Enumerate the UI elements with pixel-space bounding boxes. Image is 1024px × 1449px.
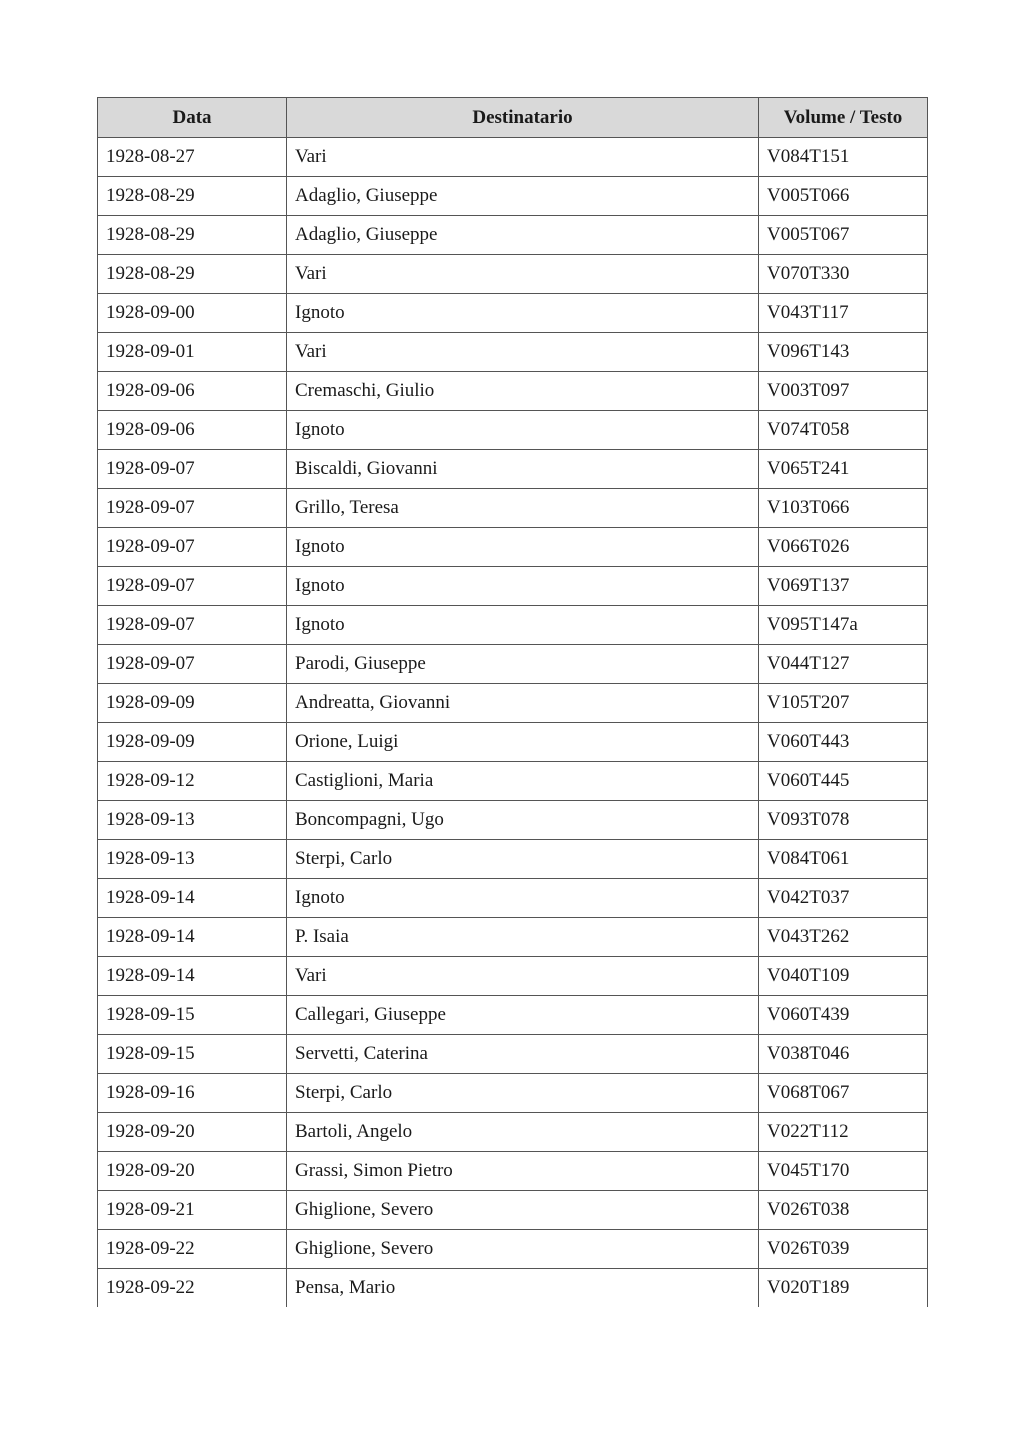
table-row <box>98 879 928 918</box>
cell-volume-text: V005T067 <box>759 216 928 255</box>
cell-recipient: Grassi, Simon Pietro <box>287 1152 759 1191</box>
cell-volume-text: V093T078 <box>759 801 928 840</box>
header-volume-text: Volume / Testo <box>759 98 928 138</box>
cell-volume-text: V038T046 <box>759 1035 928 1074</box>
table-row <box>98 723 928 762</box>
table-row <box>98 1113 928 1152</box>
cell-date: 1928-09-07 <box>98 645 287 684</box>
cell-recipient: Grillo, Teresa <box>287 489 759 528</box>
cell-volume-text: V022T112 <box>759 1113 928 1152</box>
cell-volume-text: V005T066 <box>759 177 928 216</box>
table-row <box>98 333 928 372</box>
letters-table-container <box>97 97 927 1307</box>
cell-recipient: Castiglioni, Maria <box>287 762 759 801</box>
cell-date: 1928-09-22 <box>98 1269 287 1308</box>
table-row <box>98 1230 928 1269</box>
cell-date: 1928-08-29 <box>98 216 287 255</box>
cell-date: 1928-09-06 <box>98 372 287 411</box>
cell-date: 1928-09-07 <box>98 450 287 489</box>
cell-volume-text: V060T443 <box>759 723 928 762</box>
cell-recipient: Vari <box>287 957 759 996</box>
cell-date: 1928-08-29 <box>98 255 287 294</box>
cell-date: 1928-09-20 <box>98 1152 287 1191</box>
table-row <box>98 645 928 684</box>
cell-recipient: Callegari, Giuseppe <box>287 996 759 1035</box>
table-row <box>98 489 928 528</box>
cell-recipient: Adaglio, Giuseppe <box>287 216 759 255</box>
table-row <box>98 957 928 996</box>
table-row <box>98 567 928 606</box>
cell-recipient: Pensa, Mario <box>287 1269 759 1308</box>
cell-date: 1928-09-07 <box>98 567 287 606</box>
cell-recipient: Servetti, Caterina <box>287 1035 759 1074</box>
cell-recipient: Vari <box>287 138 759 177</box>
cell-recipient: Boncompagni, Ugo <box>287 801 759 840</box>
cell-volume-text: V020T189 <box>759 1269 928 1308</box>
cell-recipient: Parodi, Giuseppe <box>287 645 759 684</box>
cell-volume-text: V043T262 <box>759 918 928 957</box>
cell-recipient: Ghiglione, Severo <box>287 1191 759 1230</box>
cell-volume-text: V070T330 <box>759 255 928 294</box>
cell-date: 1928-09-20 <box>98 1113 287 1152</box>
table-row <box>98 684 928 723</box>
table-row <box>98 1152 928 1191</box>
cell-recipient: Bartoli, Angelo <box>287 1113 759 1152</box>
cell-volume-text: V074T058 <box>759 411 928 450</box>
cell-date: 1928-09-14 <box>98 879 287 918</box>
cell-volume-text: V105T207 <box>759 684 928 723</box>
cell-date: 1928-09-15 <box>98 1035 287 1074</box>
cell-date: 1928-09-09 <box>98 684 287 723</box>
table-row <box>98 372 928 411</box>
table-row <box>98 294 928 333</box>
cell-recipient: Ignoto <box>287 528 759 567</box>
cell-recipient: Sterpi, Carlo <box>287 1074 759 1113</box>
cell-date: 1928-09-07 <box>98 528 287 567</box>
table-row <box>98 1035 928 1074</box>
cell-recipient: P. Isaia <box>287 918 759 957</box>
cell-volume-text: V103T066 <box>759 489 928 528</box>
table-header <box>98 98 928 138</box>
cell-recipient: Vari <box>287 255 759 294</box>
table-row <box>98 138 928 177</box>
table-row <box>98 450 928 489</box>
letters-table <box>97 97 928 1307</box>
cell-recipient: Ignoto <box>287 606 759 645</box>
header-date: Data <box>98 98 287 138</box>
cell-volume-text: V040T109 <box>759 957 928 996</box>
table-row <box>98 606 928 645</box>
header-recipient: Destinatario <box>287 98 759 138</box>
table-row <box>98 177 928 216</box>
cell-volume-text: V095T147a <box>759 606 928 645</box>
cell-date: 1928-09-14 <box>98 918 287 957</box>
cell-volume-text: V026T039 <box>759 1230 928 1269</box>
cell-recipient: Cremaschi, Giulio <box>287 372 759 411</box>
cell-date: 1928-09-16 <box>98 1074 287 1113</box>
table-row <box>98 1074 928 1113</box>
cell-recipient: Vari <box>287 333 759 372</box>
cell-volume-text: V065T241 <box>759 450 928 489</box>
cell-date: 1928-09-21 <box>98 1191 287 1230</box>
table-row <box>98 840 928 879</box>
cell-date: 1928-09-00 <box>98 294 287 333</box>
cell-recipient: Biscaldi, Giovanni <box>287 450 759 489</box>
cell-volume-text: V003T097 <box>759 372 928 411</box>
cell-volume-text: V042T037 <box>759 879 928 918</box>
table-body <box>98 138 928 1308</box>
cell-recipient: Sterpi, Carlo <box>287 840 759 879</box>
cell-date: 1928-09-07 <box>98 489 287 528</box>
cell-volume-text: V084T061 <box>759 840 928 879</box>
table-row <box>98 1269 928 1308</box>
cell-recipient: Ignoto <box>287 879 759 918</box>
table-row <box>98 216 928 255</box>
cell-recipient: Ignoto <box>287 567 759 606</box>
table-row <box>98 918 928 957</box>
cell-volume-text: V060T445 <box>759 762 928 801</box>
table-row <box>98 1191 928 1230</box>
table-row <box>98 528 928 567</box>
cell-volume-text: V043T117 <box>759 294 928 333</box>
cell-volume-text: V069T137 <box>759 567 928 606</box>
cell-date: 1928-09-22 <box>98 1230 287 1269</box>
cell-date: 1928-09-14 <box>98 957 287 996</box>
cell-date: 1928-09-13 <box>98 840 287 879</box>
cell-date: 1928-08-29 <box>98 177 287 216</box>
table-row <box>98 801 928 840</box>
cell-recipient: Ignoto <box>287 411 759 450</box>
header-row <box>98 98 928 138</box>
cell-date: 1928-09-06 <box>98 411 287 450</box>
cell-date: 1928-09-01 <box>98 333 287 372</box>
cell-volume-text: V045T170 <box>759 1152 928 1191</box>
cell-volume-text: V026T038 <box>759 1191 928 1230</box>
cell-date: 1928-09-09 <box>98 723 287 762</box>
table-row <box>98 411 928 450</box>
cell-volume-text: V096T143 <box>759 333 928 372</box>
table-row <box>98 762 928 801</box>
cell-recipient: Orione, Luigi <box>287 723 759 762</box>
cell-recipient: Ignoto <box>287 294 759 333</box>
cell-recipient: Ghiglione, Severo <box>287 1230 759 1269</box>
cell-volume-text: V066T026 <box>759 528 928 567</box>
table-row <box>98 255 928 294</box>
cell-volume-text: V044T127 <box>759 645 928 684</box>
cell-date: 1928-09-12 <box>98 762 287 801</box>
cell-date: 1928-09-13 <box>98 801 287 840</box>
cell-recipient: Adaglio, Giuseppe <box>287 177 759 216</box>
cell-date: 1928-09-07 <box>98 606 287 645</box>
cell-recipient: Andreatta, Giovanni <box>287 684 759 723</box>
cell-volume-text: V084T151 <box>759 138 928 177</box>
cell-volume-text: V068T067 <box>759 1074 928 1113</box>
cell-date: 1928-08-27 <box>98 138 287 177</box>
cell-date: 1928-09-15 <box>98 996 287 1035</box>
cell-volume-text: V060T439 <box>759 996 928 1035</box>
table-row <box>98 996 928 1035</box>
